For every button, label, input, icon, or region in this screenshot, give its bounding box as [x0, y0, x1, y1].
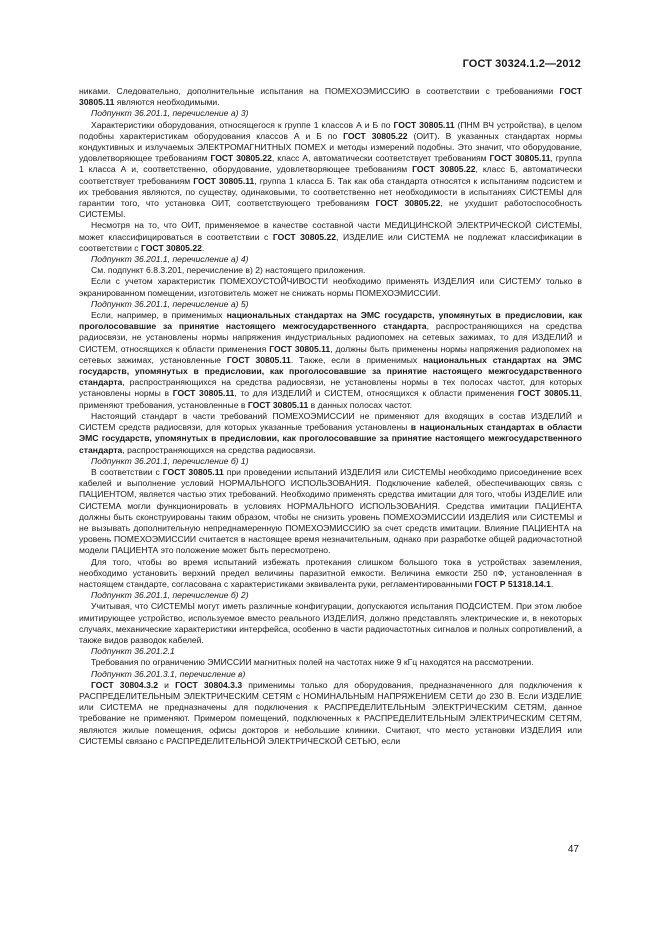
subclause-reference: Подпункт 36.201.3.1, перечисление в) — [91, 668, 246, 679]
paragraph: Учитывая, что СИСТЕМЫ могут иметь различные конфигурации, допускаются испытания ПОДСИСТЕМ. При этом любое имитирующее устройство, используемое вместо реального ИЗДЕЛИЯ, должно представлять электрические и, в некоторых случаях, механические характеристики интерфейса, особенно в части радиочастотных сигналов и полных сопротивлений, а также видов разводок кабелей. — [79, 601, 582, 645]
subclause-reference: Подпункт 36.201.1, перечисление а) 4) — [91, 254, 249, 265]
paragraph: В соответствии с ГОСТ 30805.11 при проведении испытаний ИЗДЕЛИЯ или СИСТЕМЫ необходимо присоединение всех кабелей и выполнение условий НОРМАЛЬНОГО ИСПОЛЬЗОВАНИЯ. Подключение кабелей, обеспечивающих связь с ПАЦИЕНТОМ, является частью этих требований. Необходимо применять средства имитации для того, чтобы ИЗДЕЛИЕ или СИСТЕМА могли функционировать в условиях НОРМАЛЬНОГО ИСПОЛЬЗОВАНИЯ. Средства имитации ПАЦИЕНТА должны быть сконструированы таким образом, чтобы не снизить уровень ПОМЕХОЭМИССИИ ИЗДЕЛИЯ или СИСТЕМЫ и не вызывать дополнительную непреднамеренную ПОМЕХОЭМИССИЮ за счет средств имитации. Влияние ПАЦИЕНТА на уровень ПОМЕХОЭМИССИИ считается в настоящее время незначительным, однако при разработке общей радиочастотной модели ПАЦИЕНТА это положение может быть пересмотрено. — [79, 466, 582, 556]
page-header-standard-title: ГОСТ 30324.1.2—2012 — [462, 58, 581, 70]
paragraph: ГОСТ 30804.3.2 и ГОСТ 30804.3.3 применимы только для оборудования, предназначенного для подключения к РАСПРЕДЕЛИТЕЛЬНЫМ ЭЛЕКТРИЧЕСКИМ СЕТЯМ с НОМИНАЛЬНЫМ НАПРЯЖЕНИЕМ СЕТИ до 230 В. Если ИЗДЕЛИЕ или СИСТЕМА не предназначены для подключения к РАСПРЕДЕЛИТЕЛЬНЫМ ЭЛЕКТРИЧЕСКИМ СЕТЯМ, данное требование не применяют. Примером помещений, подключенных к РАСПРЕДЕЛИТЕЛЬНЫМ ЭЛЕКТРИЧЕСКИМ СЕТЯМ, являются жилые помещения, офисы докторов и небольшие клиники. Считают, что место установки ИЗДЕЛИЯ или СИСТЕМЫ связано с РАСПРЕДЕЛИТЕЛЬНОЙ ЭЛЕКТРИЧЕСКОЙ СЕТЬЮ, если — [79, 679, 582, 746]
paragraph: Несмотря на то, что ОИТ, применяемое в качестве составной части МЕДИЦИНСКОЙ ЭЛЕКТРИЧЕСКОЙ СИСТЕМЫ, может классифицироваться в соответствии с ГОСТ 30805.22, ИЗДЕЛИЕ или СИСТЕМА не подлежат классификации в соответствии с ГОСТ 30805.22. — [79, 220, 583, 253]
paragraph: Настоящий стандарт в части требований ПОМЕХОЭМИССИИ не применяют для входящих в состав ИЗДЕЛИЙ и СИСТЕМ средств радиосвязи, для которых указанные требования установлены в национальных стандартах в области ЭМС государств, упомянутых в предисловии, как проголосовавшие за принятие настоящего межгосударственного стандарта, распространяющихся на средства радиосвязи. — [79, 410, 582, 455]
subclause-reference: Подпункт 36.201.2.1 — [91, 646, 175, 657]
subclause-reference: Подпункт 36.201.1, перечисление б) 1) — [91, 455, 249, 466]
subclause-reference: Подпункт 36.201.1, перечисление а) 3) — [91, 108, 249, 119]
subclause-reference: Подпункт 36.201.1, перечисление б) 2) — [91, 590, 249, 601]
paragraph: См. подпункт 6.8.3.201, перечисление в) 2) настоящего приложения. — [91, 265, 366, 276]
subclause-reference: Подпункт 36.201.1, перечисление а) 5) — [91, 298, 249, 309]
body-text — [79, 86, 582, 747]
paragraph: Требования по ограничению ЭМИССИИ магнитных полей на частотах ниже 9 кГц находятся на рассмотрении. — [91, 657, 534, 668]
paragraph: Характеристики оборудования, относящегося к группе 1 классов А и Б по ГОСТ 30805.11 (ПНМ ВЧ устройства), в целом подобны характеристикам оборудования классов А и Б по ГОСТ 30805.22 (ОИТ). В указанных стандартах нормы кондуктивных и излучаемых ЭЛЕКТРОМАГНИТНЫХ ПОМЕХ и методы измерений подобны. Это значит, что оборудование, удовлетворяющее требованиям ГОСТ 30805.22, класс А, автоматически соответствует требованиям ГОСТ 30805.11, группа 1 класса А и, соответственно, оборудование, удовлетворяющее требованиям ГОСТ 30805.22, класс Б, автоматически соответствует требованиям ГОСТ 30805.11, группа 1 класса Б. Так как оба стандарта относятся к испытаниям подсистем и их требования являются, по существу, одинаковыми, то соответственно нет необходимости в испытаниях СИСТЕМЫ для гарантии того, что установка ОИТ, соответствующего требованиям ГОСТ 30805.22, не ухудшит работоспособность СИСТЕМЫ. — [79, 119, 582, 220]
paragraph: никами. Следовательно, дополнительные испытания на ПОМЕХОЭМИССИЮ в соответствии с требованиями ГОСТ 30805.11 являются необходимыми. — [79, 86, 582, 108]
paragraph: Если с учетом характеристик ПОМЕХОУСТОЙЧИВОСТИ необходимо применять ИЗДЕЛИЯ или СИСТЕМУ только в экранированном помещении, изготовитель может не снижать нормы ПОМЕХОЭМИССИИ. — [79, 276, 582, 298]
paragraph: Для того, чтобы во время испытаний избежать протекания слишком большого тока в устройствах заземления, необходимо установить верхний предел величины паразитной емкости. Величина емкости 250 пФ, установленная в настоящем стандарте, согласована с характеристиками эквивалента руки, регламентированными ГОСТ Р 51318.14.1. — [79, 556, 582, 589]
page-number: 47 — [567, 844, 579, 855]
paragraph: Если, например, в применимых национальных стандартах на ЭМС государств, упомянутых в предисловии, как проголосовавшие за принятие настоящего межгосударственного стандарта, распространяющихся на средства радиосвязи, не установлены нормы напряжения индустриальных радиопомех на сетевых зажимах, то для ИЗДЕЛИЙ и СИСТЕМ, относящихся к области применения ГОСТ 30805.11, должны быть применены нормы напряжения радиопомех на сетевых зажимах, установленные ГОСТ 30805.11. Также, если в применимых национальных стандартах на ЭМС государств, упомянутых в предисловии, как проголосовавшие за принятие настоящего межгосударственного стандарта, распространяющихся на средства радиосвязи, не установлены нормы в тех полосах частот, для которых установлены нормы в ГОСТ 30805.11, то для ИЗДЕЛИЙ и СИСТЕМ, относящихся к области применения ГОСТ 30805.11, применяют требования, установленные в ГОСТ 30805.11 в данных полосах частот. — [79, 310, 583, 410]
